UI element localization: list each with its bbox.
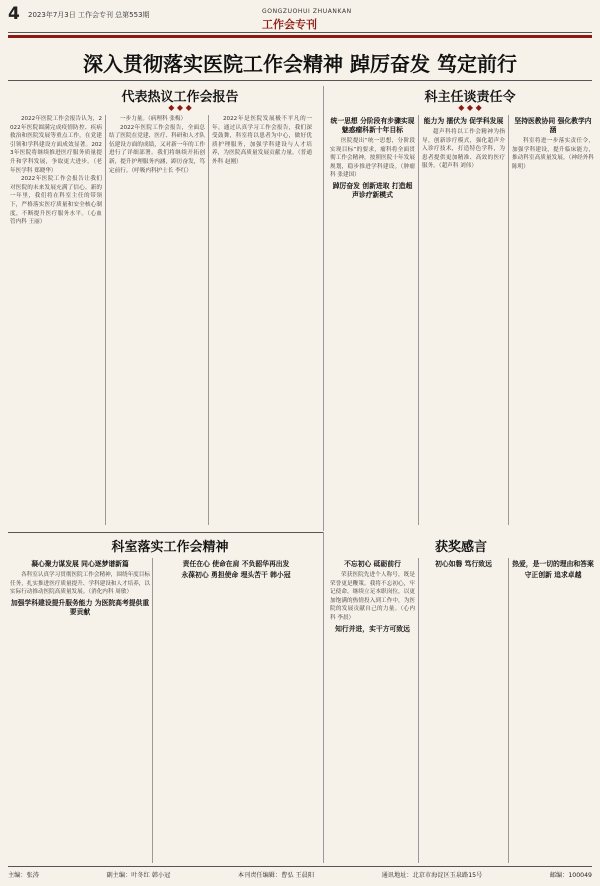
deputy-report-col-3: [212, 115, 312, 525]
section-ornament: ◆ ◆ ◆: [458, 103, 482, 112]
column-divider: [208, 115, 209, 525]
subhead: 统一思想 分阶段有步骤实现魅惑瘤科新十年目标: [330, 117, 415, 134]
column-divider: [508, 115, 509, 525]
publication-pinyin: GONGZUOHUI ZHUANKAN: [262, 8, 352, 15]
page-headline: 深入贯彻落实医院工作会精神 踔厉奋发 笃定前行: [83, 52, 517, 76]
paragraph: 医院提出“统一思想，分阶段实现目标”的要求，瘤科将全面贯彻工作会精神，按照医院十年发展规划，稳步推进学科建设。（肿瘤科 张建国）: [330, 138, 415, 179]
subhead: 知行并进，实干方可致远: [335, 624, 410, 633]
awards-col-3: [512, 558, 594, 863]
issue-date-line: 2023年7月3日 工作会专刊 总第553期: [28, 11, 150, 19]
footer-address: 通讯地址：北京市海淀区玉泉路15号: [381, 872, 483, 879]
paragraph: 科室将进一步落实责任令，加强学科建设，提升临床能力，推动科室高质量发展。（神经外科 陈明）: [512, 138, 594, 170]
footer-rule: [8, 866, 592, 867]
implementation-col-1: [10, 558, 150, 863]
deputy-report-col-2: [109, 115, 205, 525]
headline-rule: [8, 80, 592, 81]
awards-col-2: [422, 558, 505, 863]
column-divider: [418, 558, 419, 863]
publication-name: 工作会专刊: [262, 18, 317, 31]
paragraph: 一步力量。（病理科 张梅）: [120, 116, 187, 122]
subhead: 凝心聚力谋发展 同心逐梦谱新篇: [31, 560, 129, 568]
section-title-awards: 获奖感言: [434, 540, 487, 555]
page-number: 4: [8, 4, 20, 24]
section-title-deputy-report: 代表热议工作会报告: [121, 90, 239, 105]
paragraph: 2022年医院工作会报告认为，2022年医院圆满完成疫情防控、疾病救治和医院发展等重点工作，在党建引领和学科建设方面成效显著。2023年医院将继续推进医疗服务质量提升和学科发展，争取更大进步。（老年医学科 郑晓华）: [10, 116, 102, 174]
awards-col-1: [330, 558, 415, 863]
subhead: 责任在心 使命在肩 不负韶华再出发: [182, 560, 290, 568]
footer: [8, 870, 592, 879]
section-divider: [323, 86, 324, 531]
column-divider: [152, 558, 153, 863]
footer-postcode: 邮编：100049: [549, 872, 592, 879]
footer-deputy-editor: 副主编：叶冬红 韩小冠: [106, 872, 171, 879]
paragraph: 各科室认真学习贯彻医院工作会精神，围绕年度目标任务，扎实推进医疗质量提升、学科建设和人才培养，以实际行动推动医院高质量发展。（消化内科 周敏）: [10, 572, 150, 596]
director-role-col-2: [422, 115, 505, 525]
column-divider: [508, 558, 509, 863]
header-bar: [8, 35, 592, 38]
subhead: 守正创新 追求卓越: [524, 571, 582, 579]
subhead: 初心如磐 笃行致远: [435, 560, 492, 568]
footer-responsible-editor: 本刊责任编辑：曹弘 王晨阳: [237, 872, 315, 879]
column-divider: [105, 115, 106, 525]
implementation-col-2: [156, 558, 316, 863]
section-rule: [8, 532, 323, 533]
subhead: 加强学科建设提升服务能力 为医院高考提供重要贡献: [10, 598, 150, 616]
paragraph: 2022年医院工作会报告，全面总结了医院在党建、医疗、科研和人才队伍建设方面的成绩，又对新一年的工作进行了详细部署。我们将继续开拓创新，提升护理服务内涵，踔厉奋发，笃定前行。（呼吸内科护士长 李红）: [109, 124, 205, 174]
subhead: 坚持医教协同 强化教学内涵: [514, 117, 592, 134]
subhead: 踔厉奋发 创新进取 打造超声诊疗新模式: [332, 181, 413, 199]
paragraph: 2022年医院工作会报告让我们对医院的未来发展充满了信心。新的一年里，我们将在科室主任的带领下，严格落实医疗质量和安全核心制度，不断提升医疗服务水平。（心血管内科 王丽）: [10, 176, 102, 226]
subhead: 不忘初心 砥砺前行: [344, 560, 401, 568]
section-title-director-role: 科主任谈责任令: [424, 90, 516, 105]
section-title-implementation: 科室落实工作会精神: [111, 540, 229, 555]
column-divider: [418, 115, 419, 525]
paragraph: 超声科将以工作会精神为指导，创新诊疗模式，强化超声介入诊疗技术，打造特色学科，为患者提供更加精准、高效的医疗服务。（超声科 刘伟）: [422, 129, 505, 170]
section-ornament: ◆ ◆ ◆: [168, 103, 192, 112]
paragraph: 荣获医院先进个人称号，既是荣誉更是鞭策。我将不忘初心，牢记使命，继续立足本职岗位，以更加饱满的热情投入到工作中，为医院的发展贡献自己的力量。（心内科 李晨）: [330, 572, 415, 621]
subhead: 永葆初心 勇担使命 埋头苦干 韩小冠: [181, 571, 291, 579]
subhead: 能力为 擂伏为 促学科发展: [423, 117, 504, 125]
director-role-col-1: [330, 115, 415, 525]
deputy-report-col-1: [10, 115, 102, 525]
header-rule: [8, 32, 592, 33]
section-divider: [323, 532, 324, 863]
director-role-col-3: [512, 115, 594, 525]
paragraph: 2022年是医院发展极不平凡的一年。通过认真学习工作会报告，我们深受鼓舞，科室将以患者为中心，做好优质护理服务，加强学科建设与人才培养，为医院高质量发展贡献力量。（普通外科 赵刚）: [212, 116, 312, 165]
footer-editor: 主编：张涛: [8, 872, 39, 879]
subhead: 热爱，是一切的理由和答案: [512, 560, 594, 568]
